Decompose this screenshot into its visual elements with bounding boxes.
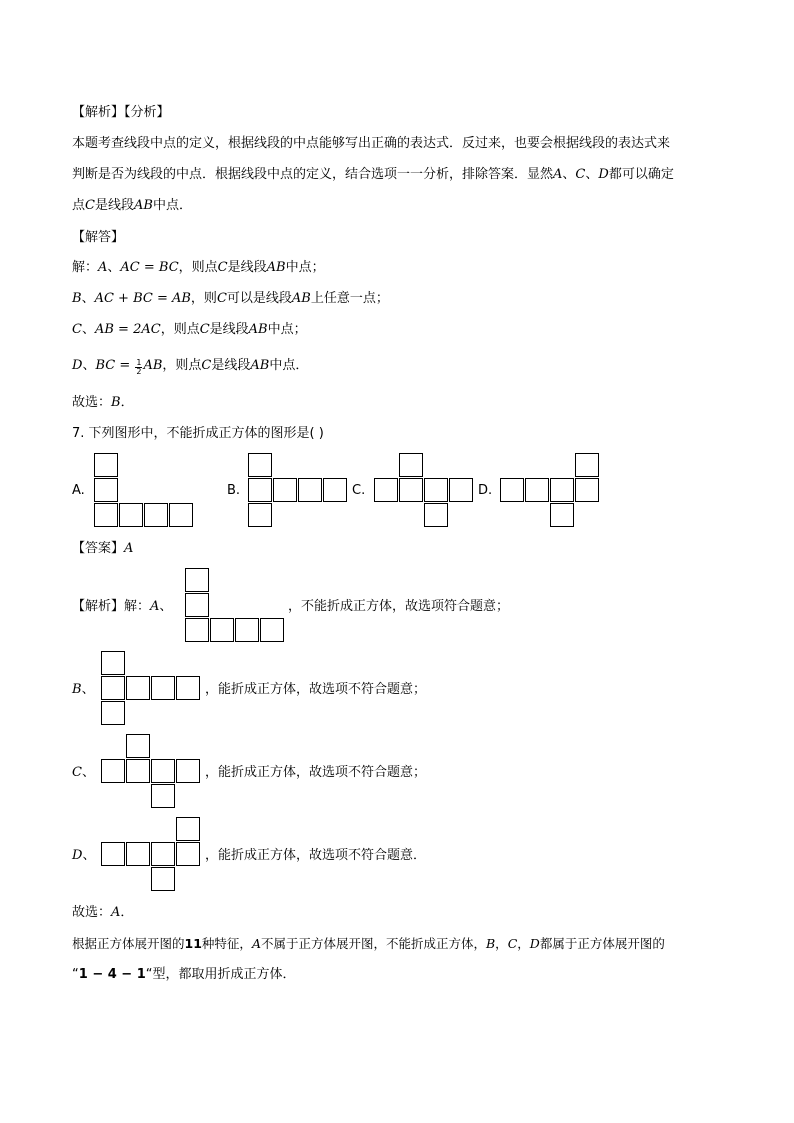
answer-header: 【解答】 — [72, 230, 125, 245]
solution-line-d: D、BC = $\frac{1}{2}$ AB，则点C是线段AB中点． — [72, 358, 309, 376]
answer-line: 【答案】A — [72, 541, 134, 556]
analysis-header: 【解析】【分析】 — [72, 105, 170, 120]
option-b-label: B. — [227, 483, 241, 498]
net-option-c — [374, 453, 474, 528]
net-explanation-c — [101, 734, 201, 809]
option-d-label: D. — [478, 483, 493, 498]
net-explanation-d — [101, 817, 201, 892]
explanation-a-prefix: 【解析】解：A、 — [72, 599, 173, 614]
analysis-paragraph-2: 判断是否为线段的中点．根据线段中点的定义，结合选项一一分析，排除答案．显然A、C、D都可以确定 — [72, 167, 674, 182]
choose-line-2: 故选：A． — [72, 905, 134, 920]
analysis-paragraph-3: 点C是线段AB中点． — [72, 198, 192, 213]
solution-line-b: B、AC + BC = AB，则C可以是线段AB上任意一点； — [72, 291, 389, 306]
net-option-a — [94, 453, 194, 528]
solution-line-c: C、AB = 2AC，则点C是线段AB中点； — [72, 322, 307, 337]
explanation-c-text: ，能折成正方体，故选项不符合题意； — [205, 765, 427, 780]
explanation-b-prefix: B、 — [72, 682, 95, 697]
option-c-label: C. — [352, 483, 366, 498]
net-explanation-b — [101, 651, 201, 726]
explanation-b-text: ，能折成正方体，故选项不符合题意； — [205, 682, 427, 697]
summary-line-1: 根据正方体展开图的11种特征，A不属于正方体展开图，不能折成正方体，B，C，D都属于正方体展开图的 — [72, 936, 665, 951]
explanation-d-prefix: D、 — [72, 848, 96, 863]
explanation-a-text: ，不能折成正方体，故选项符合题意； — [288, 599, 510, 614]
choose-line-1: 故选：B． — [72, 395, 134, 410]
question-7: 7. 下列图形中，不能折成正方体的图形是( ) — [72, 426, 324, 441]
explanation-d-text: ，能折成正方体，故选项不符合题意． — [205, 848, 427, 863]
analysis-paragraph-1: 本题考查线段中点的定义，根据线段的中点能够写出正确的表达式．反过来，也要会根据线段的表达式来 — [72, 136, 671, 151]
fraction-half: $\frac{1}{2}$ — [136, 358, 142, 376]
net-option-d — [500, 453, 600, 528]
explanation-c-prefix: C、 — [72, 765, 95, 780]
option-a-label: A. — [72, 483, 85, 498]
net-explanation-a — [185, 568, 285, 643]
solution-line-a: 解：A、AC = BC，则点C是线段AB中点； — [72, 260, 325, 275]
net-option-b — [248, 453, 348, 528]
summary-line-2: “1 − 4 − 1“型，都取用折成正方体． — [72, 967, 296, 982]
